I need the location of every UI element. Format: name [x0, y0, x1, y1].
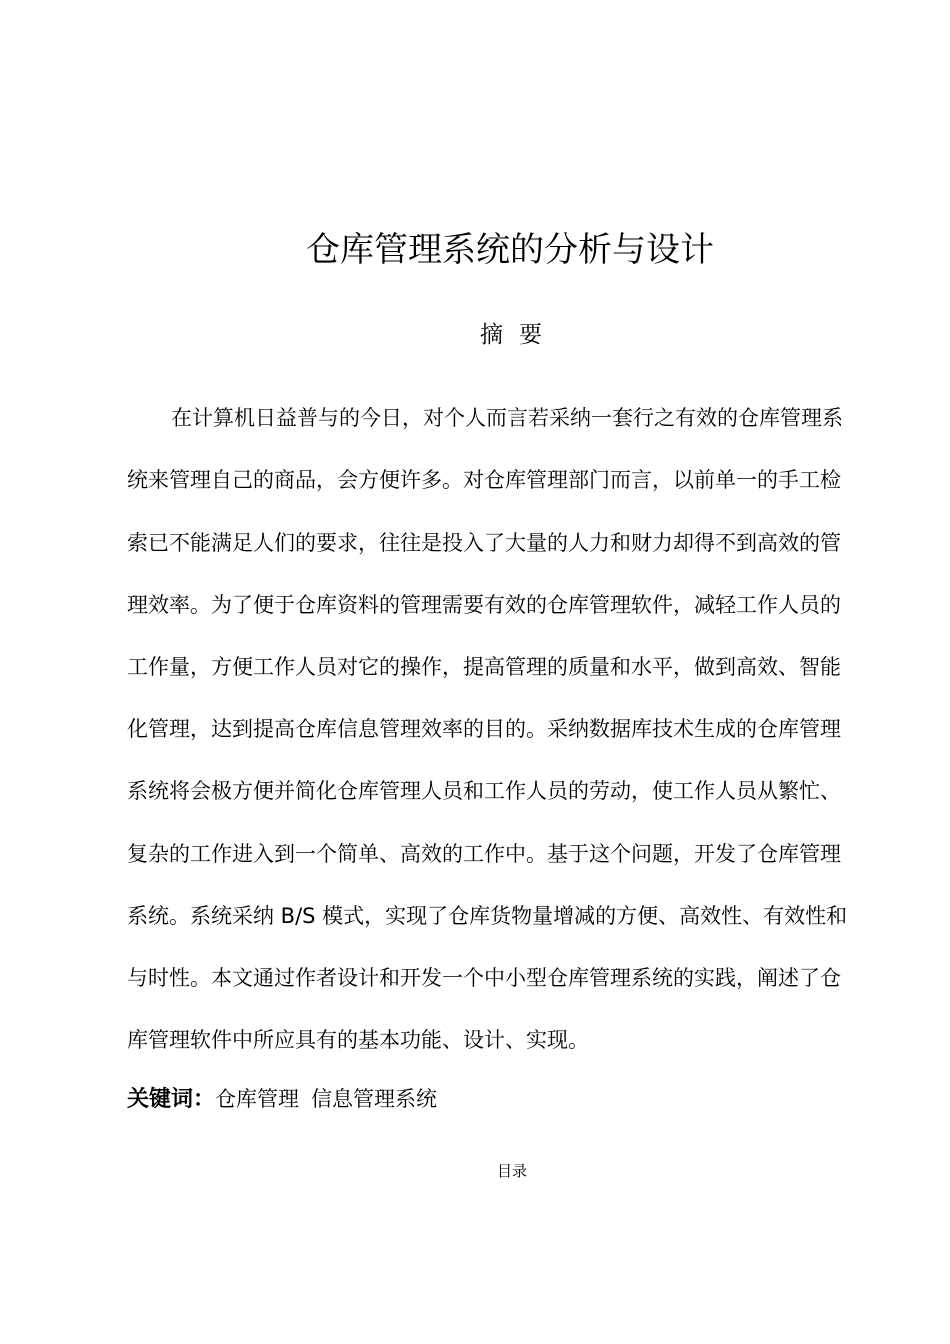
abstract-heading [0, 318, 950, 352]
keywords-line [127, 1083, 437, 1116]
abstract-line-10: 与时性。本文通过作者设计和开发一个中小型仓库管理系统的实践，阐述了仓 [127, 966, 841, 990]
abstract-line-7: 系统将会极方便并简化仓库管理人员和工作人员的劳动，使工作人员从繁忙、 [127, 779, 841, 803]
abstract-line-9: 系统。系统采纳 B/S 模式，实现了仓库货物量增减的方便、高效性、有效性和 [127, 904, 848, 928]
abstract-line-3: 索已不能满足人们的要求，往往是投入了大量的人力和财力却得不到高效的管 [127, 531, 841, 555]
abstract-line-6: 化管理，达到提高仓库信息管理效率的目的。采纳数据库技术生成的仓库管理 [127, 717, 841, 741]
abstract-line-1: 在计算机日益普与的今日，对个人而言若采纳一套行之有效的仓库管理系 [171, 406, 843, 430]
abstract-line-2: 统来管理自己的商品，会方便许多。对仓库管理部门而言，以前单一的手工检 [127, 468, 841, 492]
document-title: 仓库管理系统的分析与设计 [306, 230, 714, 270]
abstract-heading-char-2: 要 [519, 322, 542, 348]
keyword-item: 仓库管理 [215, 1087, 300, 1111]
keyword-item: 信息管理系统 [311, 1087, 438, 1111]
abstract-line-4: 理效率。为了便于仓库资料的管理需要有效的仓库管理软件，减轻工作人员的 [127, 593, 841, 617]
keywords-label: 关键词： [127, 1087, 216, 1112]
abstract-line-5: 工作量，方便工作人员对它的操作，提高管理的质量和水平，做到高效、智能 [127, 655, 841, 679]
abstract-heading-char-1: 摘 [480, 322, 503, 348]
abstract-line-11: 库管理软件中所应具有的基本功能、设计、实现。 [127, 1028, 589, 1052]
abstract-line-8: 复杂的工作进入到一个简单、高效的工作中。基于这个问题，开发了仓库管理 [127, 842, 841, 866]
table-of-contents-label: 目录 [496, 1162, 527, 1180]
